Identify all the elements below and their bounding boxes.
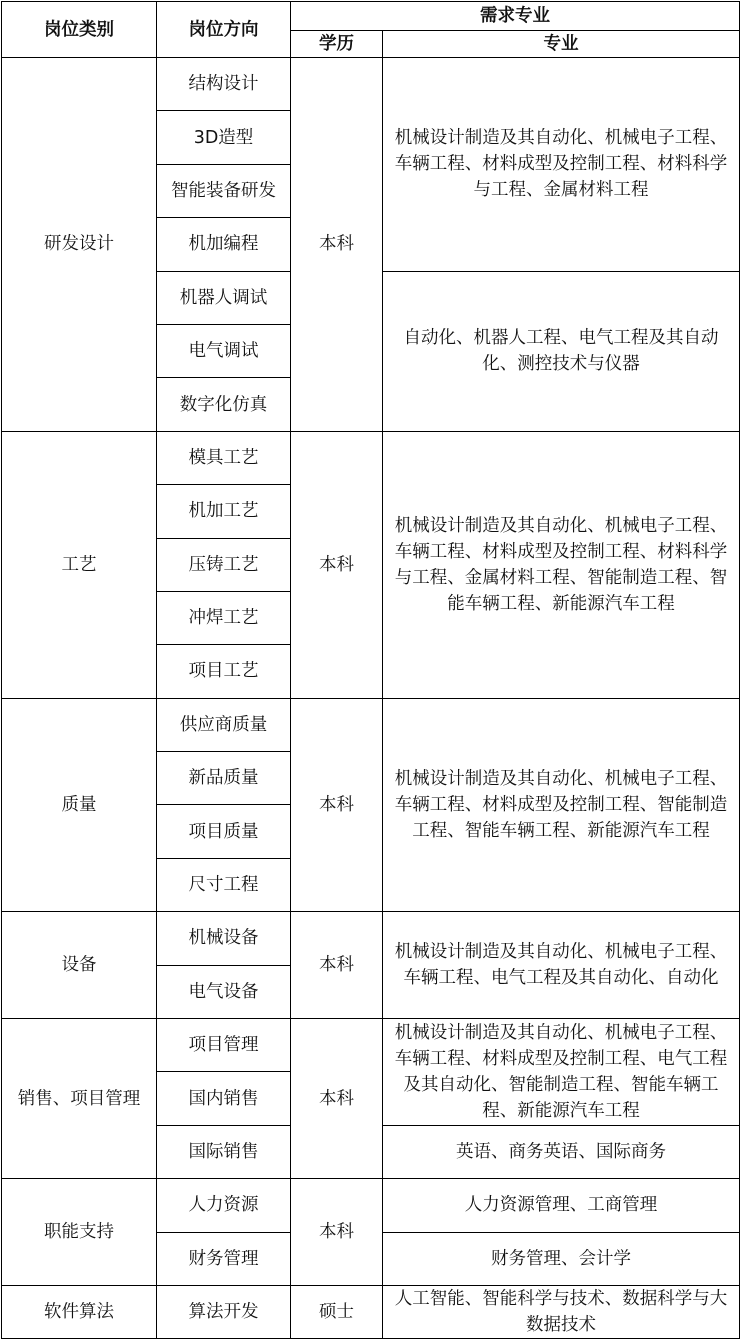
direction-cell: 电气设备 [157,965,291,1018]
header-major: 专业 [383,31,740,58]
category-cell: 研发设计 [2,58,157,432]
education-cell: 本科 [291,58,383,432]
education-cell: 硕士 [291,1285,383,1338]
direction-cell: 机械设备 [157,912,291,965]
direction-cell: 机器人调试 [157,271,291,324]
direction-cell: 压铸工艺 [157,538,291,591]
direction-cell: 3D造型 [157,111,291,164]
header-education: 学历 [291,31,383,58]
direction-cell: 项目管理 [157,1019,291,1072]
direction-cell: 算法开发 [157,1285,291,1338]
category-cell: 销售、项目管理 [2,1019,157,1179]
recruitment-table [1,1,740,1339]
direction-cell: 供应商质量 [157,698,291,751]
major-cell: 机械设计制造及其自动化、机械电子工程、车辆工程、材料成型及控制工程、电气工程及其自动化、智能制造工程、智能车辆工程、新能源汽车工程 [383,1019,740,1126]
category-cell: 质量 [2,698,157,912]
direction-cell: 尺寸工程 [157,858,291,911]
direction-cell: 机加编程 [157,218,291,271]
education-cell: 本科 [291,431,383,698]
education-cell: 本科 [291,1179,383,1286]
category-cell: 设备 [2,912,157,1019]
direction-cell: 国内销售 [157,1072,291,1125]
direction-cell: 结构设计 [157,58,291,111]
education-cell: 本科 [291,1019,383,1179]
major-cell: 人工智能、智能科学与技术、数据科学与大数据技术 [383,1285,740,1338]
major-cell: 机械设计制造及其自动化、机械电子工程、车辆工程、材料成型及控制工程、材料科学与工程、金属材料工程 [383,58,740,272]
direction-cell: 数字化仿真 [157,378,291,431]
direction-cell: 项目工艺 [157,645,291,698]
direction-cell: 电气调试 [157,324,291,377]
major-cell: 人力资源管理、工商管理 [383,1179,740,1232]
direction-cell: 冲焊工艺 [157,591,291,644]
category-cell: 工艺 [2,431,157,698]
direction-cell: 机加工艺 [157,485,291,538]
major-cell: 自动化、机器人工程、电气工程及其自动化、测控技术与仪器 [383,271,740,431]
direction-cell: 项目质量 [157,805,291,858]
header-direction: 岗位方向 [157,2,291,58]
header-category: 岗位类别 [2,2,157,58]
education-cell: 本科 [291,912,383,1019]
direction-cell: 新品质量 [157,752,291,805]
direction-cell: 模具工艺 [157,431,291,484]
direction-cell: 财务管理 [157,1232,291,1285]
major-cell: 机械设计制造及其自动化、机械电子工程、车辆工程、材料成型及控制工程、材料科学与工程、金属材料工程、智能制造工程、智能车辆工程、新能源汽车工程 [383,431,740,698]
category-cell: 职能支持 [2,1179,157,1286]
education-cell: 本科 [291,698,383,912]
major-cell: 机械设计制造及其自动化、机械电子工程、车辆工程、材料成型及控制工程、智能制造工程、智能车辆工程、新能源汽车工程 [383,698,740,912]
major-cell: 英语、商务英语、国际商务 [383,1125,740,1178]
category-cell: 软件算法 [2,1285,157,1338]
direction-cell: 智能装备研发 [157,164,291,217]
direction-cell: 国际销售 [157,1125,291,1178]
major-cell: 财务管理、会计学 [383,1232,740,1285]
header-requirement: 需求专业 [291,2,740,31]
major-cell: 机械设计制造及其自动化、机械电子工程、车辆工程、电气工程及其自动化、自动化 [383,912,740,1019]
direction-cell: 人力资源 [157,1179,291,1232]
